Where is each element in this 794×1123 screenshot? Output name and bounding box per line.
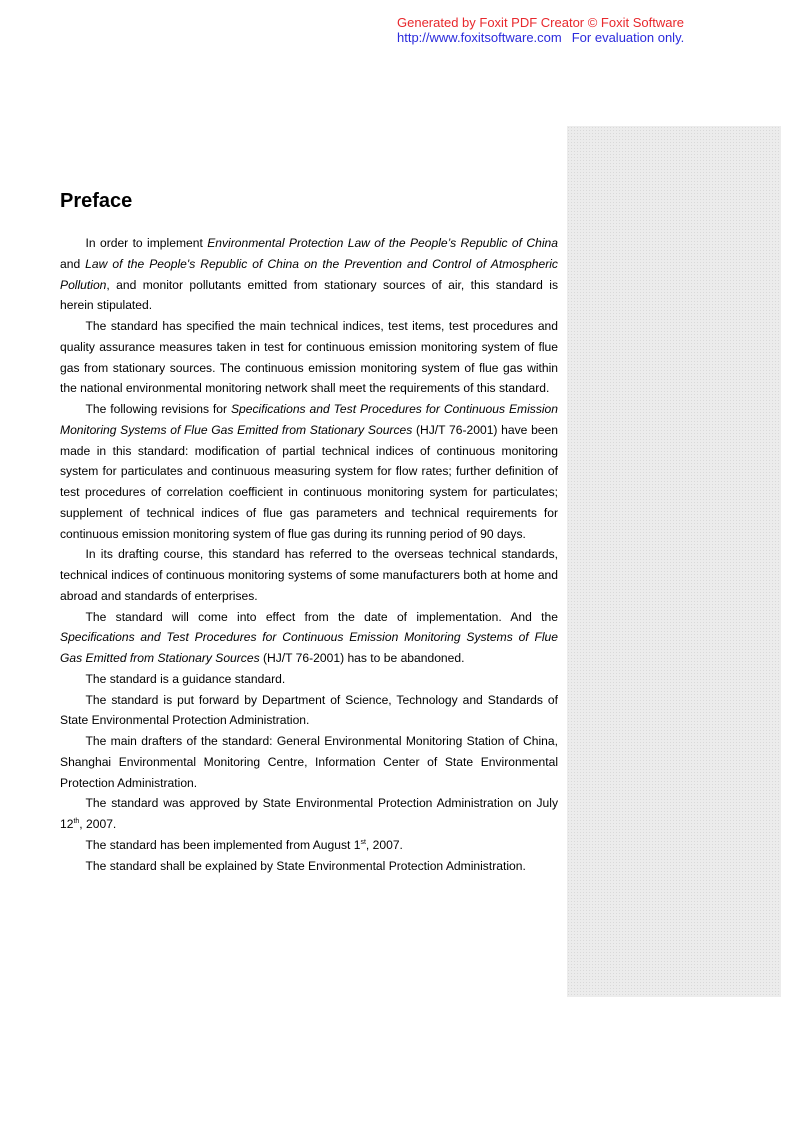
comment-margin-pane (567, 126, 781, 997)
watermark-note: For evaluation only. (571, 30, 685, 45)
paragraph-10 (60, 835, 558, 856)
paragraph-4: In its drafting course, this standard has referred to the overseas technical standards, technical indices of continuous monitoring systems of some manufacturers both at home and abroad and standards of enterprises. (60, 547, 558, 603)
text: (HJ/T 76-2001) has to be abandoned. (259, 651, 465, 665)
paragraph-7: The standard is put forward by Department of Science, Technology and Standards of State Environmental Protection Administration. (60, 692, 558, 728)
text: , and monitor pollutants emitted from stationary sources of air, this standard is herein stipulated. (60, 277, 558, 313)
text: and (60, 256, 86, 271)
law-title: Law of the People's Republic of China on the Prevention and Control of Atmospheric Pollution (60, 256, 558, 292)
text: , 2007. (79, 817, 117, 831)
text: The following revisions for (85, 402, 231, 416)
standard-title: Specifications and Test Procedures for Continuous Emission Monitoring Systems of Flue Gas Emitted from Stationary Sources (60, 630, 558, 665)
foxit-watermark (397, 15, 717, 45)
paragraph-6: The standard is a guidance standard. (85, 671, 286, 686)
text: In order to implement (85, 236, 208, 250)
watermark-line1: Generated by Foxit PDF Creator © Foxit Software (397, 15, 685, 30)
text: , 2007. (365, 837, 403, 852)
text: (HJ/T 76-2001) have been made in this standard: modification of partial technical indices of continuous monitoring system for particulates and continuous measuring system for flow rates; further definition of test procedures of correlation coefficient in continuous monitoring system for particulates; supplement of technical indices of flue gas parameters and technical requirements for continuous emission monitoring system of flue gas during its running period of 90 days. (60, 422, 558, 541)
page-title: Preface (60, 190, 133, 212)
watermark-line2 (397, 30, 717, 45)
ordinal-suffix: th (73, 818, 80, 825)
paragraph-11: The standard shall be explained by State Environmental Protection Administration. (85, 858, 526, 873)
law-title: Environmental Protection Law of the People’s Republic of China (207, 236, 558, 250)
paragraph-8: The main drafters of the standard: General Environmental Monitoring Station of China, Shanghai Environmental Monitoring Centre, Information Center of State Environmental Protection Administration. (60, 734, 558, 790)
watermark-url: http://www.foxitsoftware.com (397, 30, 562, 45)
paragraph-2: The standard has specified the main technical indices, test items, test procedures and quality assurance measures taken in test for continuous emission monitoring system of flue gas from stationary sources. The continuous emission monitoring system of flue gas within the national environmental monitoring network shall meet the requirements of this standard. (60, 319, 558, 396)
paragraph-9 (60, 793, 558, 835)
standard-title: Specifications and Test Procedures for Continuous Emission Monitoring Systems of Flue Gas Emitted from Stationary Sources (60, 402, 559, 437)
document-body (60, 188, 558, 876)
text: The standard will come into effect from the date of implementation. And the (85, 609, 558, 624)
text: The standard has been implemented from August 1 (85, 837, 361, 852)
paragraph-5 (60, 607, 558, 669)
paragraph-3 (60, 399, 558, 544)
paragraph-1 (60, 233, 558, 316)
text: The standard was approved by State Environmental Protection Administration on July 12 (60, 796, 558, 831)
ordinal-suffix: st (360, 838, 366, 846)
